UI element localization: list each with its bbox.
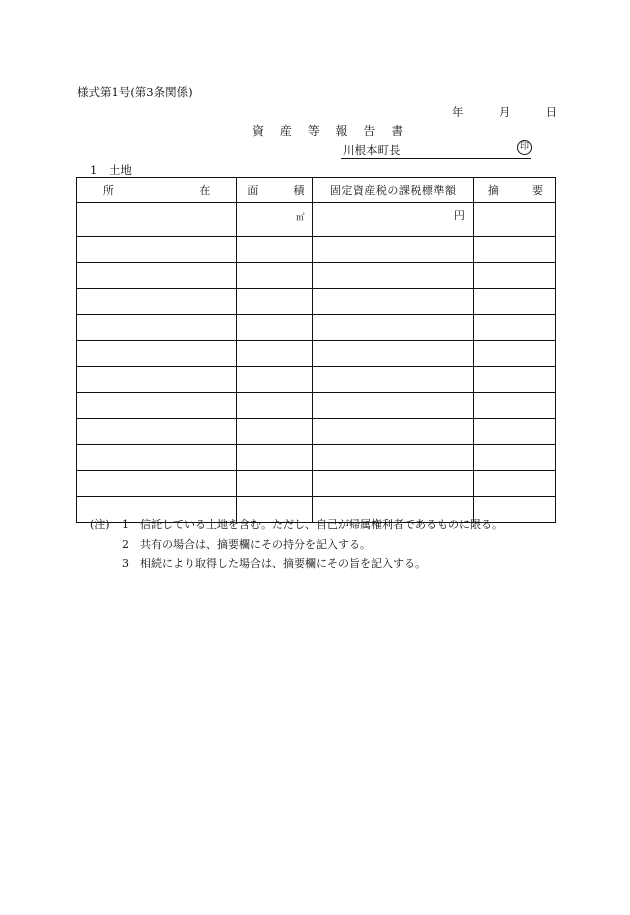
- header-location-char: 所: [103, 184, 114, 197]
- note-text: 相続により取得した場合は、摘要欄にその旨を記入する。: [140, 557, 426, 570]
- remarks-cell[interactable]: [473, 203, 555, 237]
- remarks-cell[interactable]: [473, 341, 555, 367]
- header-location: [77, 178, 237, 203]
- remarks-cell[interactable]: [473, 315, 555, 341]
- area-cell[interactable]: ㎡: [237, 203, 313, 237]
- tax-value-cell[interactable]: [313, 471, 473, 497]
- location-cell[interactable]: [77, 445, 237, 471]
- location-cell[interactable]: [77, 315, 237, 341]
- header-area-char: 面: [247, 184, 259, 197]
- table-row: [77, 393, 556, 419]
- notes-label: (注): [90, 518, 110, 531]
- tax-value-cell[interactable]: [313, 419, 473, 445]
- location-cell[interactable]: [77, 289, 237, 315]
- land-table: [76, 177, 556, 523]
- note-text: 信託している土地を含む。ただし、自己が帰属権利者であるものに限る。: [140, 518, 503, 531]
- remarks-cell[interactable]: [473, 237, 555, 263]
- location-cell[interactable]: [77, 341, 237, 367]
- table-header-row: [77, 178, 556, 203]
- title-char: 資: [252, 124, 266, 138]
- table-row: [77, 419, 556, 445]
- remarks-cell[interactable]: [473, 263, 555, 289]
- table-row: [77, 445, 556, 471]
- area-cell[interactable]: [237, 367, 313, 393]
- title-char: 報: [335, 124, 349, 138]
- header-tax-value-label: 固定資産税の課税標準額: [329, 184, 457, 197]
- area-cell[interactable]: [237, 263, 313, 289]
- header-remarks-char: 摘: [487, 184, 499, 197]
- note-text: 共有の場合は、摘要欄にその持分を記入する。: [140, 538, 371, 551]
- date-day-label: 日: [545, 105, 558, 119]
- table-row: [77, 471, 556, 497]
- tax-value-cell[interactable]: [313, 341, 473, 367]
- area-cell[interactable]: [237, 315, 313, 341]
- table-row: [77, 237, 556, 263]
- area-cell[interactable]: [237, 471, 313, 497]
- location-cell[interactable]: [77, 471, 237, 497]
- area-cell[interactable]: [237, 419, 313, 445]
- seal-mark-icon: 印: [517, 140, 532, 155]
- area-cell[interactable]: [237, 341, 313, 367]
- header-location-char: 在: [199, 184, 211, 197]
- table-row: [77, 263, 556, 289]
- remarks-cell[interactable]: [473, 445, 555, 471]
- remarks-cell[interactable]: [473, 367, 555, 393]
- tax-value-cell[interactable]: [313, 289, 473, 315]
- tax-value-cell[interactable]: 円: [313, 203, 473, 237]
- note-number: 1: [122, 518, 129, 531]
- section-title: 1 土地: [90, 163, 132, 177]
- area-cell[interactable]: [237, 393, 313, 419]
- remarks-cell[interactable]: [473, 419, 555, 445]
- tax-value-cell[interactable]: [313, 393, 473, 419]
- note-line-1: [90, 516, 503, 532]
- table-row: [77, 341, 556, 367]
- area-cell[interactable]: [237, 289, 313, 315]
- tax-value-cell[interactable]: [313, 237, 473, 263]
- location-cell[interactable]: [77, 203, 237, 237]
- note-number: 2: [122, 538, 129, 551]
- addressee: 川根本町長: [343, 143, 401, 157]
- header-tax-value: [313, 178, 473, 203]
- title-char: 書: [391, 124, 405, 138]
- table-row: [77, 203, 556, 237]
- table-row: [77, 315, 556, 341]
- location-cell[interactable]: [77, 263, 237, 289]
- tax-value-cell[interactable]: [313, 263, 473, 289]
- date-year-label: 年: [452, 105, 464, 119]
- header-remarks: [473, 178, 555, 203]
- area-cell[interactable]: [237, 445, 313, 471]
- note-number: 3: [122, 557, 129, 570]
- date-line: [452, 104, 557, 120]
- header-area-char: 積: [293, 184, 305, 197]
- tax-value-cell[interactable]: [313, 315, 473, 341]
- location-cell[interactable]: [77, 419, 237, 445]
- location-cell[interactable]: [77, 237, 237, 263]
- title-char: 産: [279, 124, 293, 138]
- remarks-cell[interactable]: [473, 471, 555, 497]
- tax-value-cell[interactable]: [313, 367, 473, 393]
- date-month-label: 月: [498, 105, 511, 119]
- remarks-cell[interactable]: [473, 393, 555, 419]
- location-cell[interactable]: [77, 367, 237, 393]
- area-cell[interactable]: [237, 237, 313, 263]
- form-number: 様式第1号(第3条関係): [77, 85, 193, 99]
- table-row: [77, 367, 556, 393]
- header-area: [237, 178, 313, 203]
- document-title: [252, 122, 414, 139]
- remarks-cell[interactable]: [473, 289, 555, 315]
- title-char: 等: [307, 124, 321, 138]
- note-line-3: [90, 555, 426, 571]
- tax-value-cell[interactable]: [313, 445, 473, 471]
- table-row: [77, 289, 556, 315]
- header-remarks-char: 要: [532, 184, 543, 197]
- location-cell[interactable]: [77, 393, 237, 419]
- note-line-2: [90, 536, 371, 552]
- title-char: 告: [363, 124, 377, 138]
